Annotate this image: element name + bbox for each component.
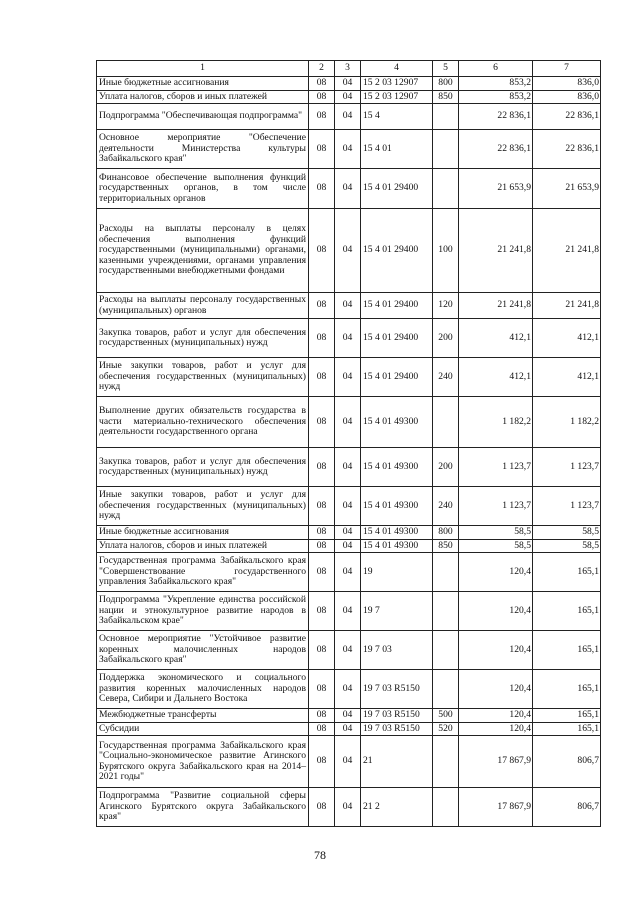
expense-type-cell: 500 xyxy=(433,709,459,723)
section-code-cell: 08 xyxy=(309,722,335,736)
target-article-cell: 15 4 01 29400 xyxy=(361,319,433,358)
table-row xyxy=(97,209,601,293)
subsection-code-cell: 04 xyxy=(335,209,361,293)
subsection-code-cell: 04 xyxy=(335,104,361,130)
amount-cell: 1 182,2 xyxy=(533,397,601,448)
section-code-cell: 08 xyxy=(309,709,335,723)
amount-cell: 165,1 xyxy=(533,722,601,736)
target-article-cell: 15 4 01 49300 xyxy=(361,487,433,526)
target-article-cell: 21 2 xyxy=(361,788,433,827)
amount-cell: 1 123,7 xyxy=(533,448,601,487)
subsection-code-cell: 04 xyxy=(335,788,361,827)
amount-cell: 120,4 xyxy=(459,553,533,592)
row-name-cell: Иные закупки товаров, работ и услуг для обеспечения государственных (муниципальных) нужд xyxy=(97,358,309,397)
table-row xyxy=(97,631,601,670)
amount-cell: 853,2 xyxy=(459,77,533,91)
amount-cell: 17 867,9 xyxy=(459,788,533,827)
row-name-cell: Закупка товаров, работ и услуг для обеспечения государственных (муниципальных) нужд xyxy=(97,319,309,358)
table-row xyxy=(97,77,601,91)
header-cell: 5 xyxy=(433,61,459,77)
section-code-cell: 08 xyxy=(309,130,335,169)
section-code-cell: 08 xyxy=(309,631,335,670)
target-article-cell: 15 4 01 xyxy=(361,130,433,169)
amount-cell: 412,1 xyxy=(533,358,601,397)
row-name-cell: Закупка товаров, работ и услуг для обеспечения государственных (муниципальных) нужд xyxy=(97,448,309,487)
amount-cell: 806,7 xyxy=(533,788,601,827)
amount-cell: 120,4 xyxy=(459,709,533,723)
amount-cell: 412,1 xyxy=(533,319,601,358)
subsection-code-cell: 04 xyxy=(335,526,361,540)
section-code-cell: 08 xyxy=(309,397,335,448)
amount-cell: 853,2 xyxy=(459,90,533,104)
row-name-cell: Расходы на выплаты персоналу в целях обеспечения выполнения функций государственными (муниципальными) органами, казенными учреждениями, органами управления государственными внебюджетными фондами xyxy=(97,209,309,293)
target-article-cell: 15 4 01 49300 xyxy=(361,539,433,553)
amount-cell: 806,7 xyxy=(533,736,601,788)
subsection-code-cell: 04 xyxy=(335,736,361,788)
section-code-cell: 08 xyxy=(309,209,335,293)
row-name-cell: Основное мероприятие "Обеспечение деятельности Министерства культуры Забайкальского края" xyxy=(97,130,309,169)
row-name-cell: Государственная программа Забайкальского края "Социально-экономическое развитие Агинского Бурятского округа Забайкальского края на 2014–2021 годы" xyxy=(97,736,309,788)
expense-type-cell xyxy=(433,130,459,169)
table-row xyxy=(97,736,601,788)
section-code-cell: 08 xyxy=(309,553,335,592)
subsection-code-cell: 04 xyxy=(335,397,361,448)
expense-type-cell: 240 xyxy=(433,358,459,397)
header-cell: 7 xyxy=(533,61,601,77)
section-code-cell: 08 xyxy=(309,526,335,540)
subsection-code-cell: 04 xyxy=(335,722,361,736)
table-row xyxy=(97,487,601,526)
table-row xyxy=(97,169,601,209)
row-name-cell: Расходы на выплаты персоналу государственных (муниципальных) органов xyxy=(97,293,309,319)
target-article-cell: 19 7 03 xyxy=(361,631,433,670)
target-article-cell: 15 2 03 12907 xyxy=(361,77,433,91)
amount-cell: 165,1 xyxy=(533,709,601,723)
subsection-code-cell: 04 xyxy=(335,553,361,592)
subsection-code-cell: 04 xyxy=(335,592,361,631)
amount-cell: 21 241,8 xyxy=(459,209,533,293)
row-name-cell: Государственная программа Забайкальского края "Совершенствование государственного управления Забайкальского края" xyxy=(97,553,309,592)
table-row xyxy=(97,788,601,827)
subsection-code-cell: 04 xyxy=(335,709,361,723)
amount-cell: 1 123,7 xyxy=(459,448,533,487)
table-row xyxy=(97,358,601,397)
amount-cell: 412,1 xyxy=(459,319,533,358)
amount-cell: 22 836,1 xyxy=(459,104,533,130)
section-code-cell: 08 xyxy=(309,319,335,358)
row-name-cell: Субсидии xyxy=(97,722,309,736)
table-row xyxy=(97,90,601,104)
amount-cell: 412,1 xyxy=(459,358,533,397)
row-name-cell: Иные закупки товаров, работ и услуг для обеспечения государственных (муниципальных) нужд xyxy=(97,487,309,526)
subsection-code-cell: 04 xyxy=(335,487,361,526)
table-row xyxy=(97,553,601,592)
page-number: 78 xyxy=(314,848,326,862)
subsection-code-cell: 04 xyxy=(335,169,361,209)
amount-cell: 21 241,8 xyxy=(533,293,601,319)
subsection-code-cell: 04 xyxy=(335,130,361,169)
table-row xyxy=(97,448,601,487)
amount-cell: 58,5 xyxy=(533,526,601,540)
header-cell: 3 xyxy=(335,61,361,77)
table-row xyxy=(97,526,601,540)
expense-type-cell xyxy=(433,592,459,631)
row-name-cell: Поддержка экономического и социального развития коренных малочисленных народов Севера, Сибири и Дальнего Востока xyxy=(97,670,309,709)
expense-type-cell: 800 xyxy=(433,526,459,540)
section-code-cell: 08 xyxy=(309,358,335,397)
amount-cell: 58,5 xyxy=(533,539,601,553)
subsection-code-cell: 04 xyxy=(335,448,361,487)
subsection-code-cell: 04 xyxy=(335,90,361,104)
expense-type-cell xyxy=(433,553,459,592)
amount-cell: 21 241,8 xyxy=(533,209,601,293)
section-code-cell: 08 xyxy=(309,90,335,104)
target-article-cell: 19 7 03 R5150 xyxy=(361,709,433,723)
section-code-cell: 08 xyxy=(309,487,335,526)
expense-type-cell: 200 xyxy=(433,448,459,487)
row-name-cell: Иные бюджетные ассигнования xyxy=(97,77,309,91)
expense-type-cell xyxy=(433,104,459,130)
expense-type-cell xyxy=(433,169,459,209)
amount-cell: 120,4 xyxy=(459,592,533,631)
row-name-cell: Уплата налогов, сборов и иных платежей xyxy=(97,539,309,553)
amount-cell: 120,4 xyxy=(459,722,533,736)
expense-type-cell: 850 xyxy=(433,539,459,553)
subsection-code-cell: 04 xyxy=(335,631,361,670)
section-code-cell: 08 xyxy=(309,592,335,631)
amount-cell: 836,0 xyxy=(533,90,601,104)
target-article-cell: 15 4 xyxy=(361,104,433,130)
target-article-cell: 15 4 01 29400 xyxy=(361,293,433,319)
row-name-cell: Подпрограмма "Обеспечивающая подпрограмма" xyxy=(97,104,309,130)
amount-cell: 120,4 xyxy=(459,670,533,709)
amount-cell: 1 123,7 xyxy=(459,487,533,526)
amount-cell: 21 653,9 xyxy=(533,169,601,209)
expense-type-cell: 520 xyxy=(433,722,459,736)
amount-cell: 22 836,1 xyxy=(533,130,601,169)
target-article-cell: 15 4 01 29400 xyxy=(361,169,433,209)
row-name-cell: Подпрограмма "Укрепление единства российской нации и этнокультурное развитие народов в Забайкальском крае" xyxy=(97,592,309,631)
subsection-code-cell: 04 xyxy=(335,670,361,709)
amount-cell: 165,1 xyxy=(533,592,601,631)
target-article-cell: 15 4 01 49300 xyxy=(361,526,433,540)
section-code-cell: 08 xyxy=(309,736,335,788)
section-code-cell: 08 xyxy=(309,448,335,487)
row-name-cell: Иные бюджетные ассигнования xyxy=(97,526,309,540)
expense-type-cell: 100 xyxy=(433,209,459,293)
table-row xyxy=(97,319,601,358)
section-code-cell: 08 xyxy=(309,77,335,91)
amount-cell: 836,0 xyxy=(533,77,601,91)
subsection-code-cell: 04 xyxy=(335,319,361,358)
amount-cell: 1 182,2 xyxy=(459,397,533,448)
header-cell: 4 xyxy=(361,61,433,77)
table-row xyxy=(97,293,601,319)
header-cell: 1 xyxy=(97,61,309,77)
expense-type-cell: 850 xyxy=(433,90,459,104)
table-row xyxy=(97,709,601,723)
expense-type-cell: 120 xyxy=(433,293,459,319)
target-article-cell: 15 2 03 12907 xyxy=(361,90,433,104)
expense-type-cell: 200 xyxy=(433,319,459,358)
amount-cell: 1 123,7 xyxy=(533,487,601,526)
amount-cell: 21 241,8 xyxy=(459,293,533,319)
subsection-code-cell: 04 xyxy=(335,358,361,397)
amount-cell: 165,1 xyxy=(533,553,601,592)
row-name-cell: Выполнение других обязательств государства в части материально-технического обеспечения деятельности государственного органа xyxy=(97,397,309,448)
table-row xyxy=(97,397,601,448)
target-article-cell: 19 xyxy=(361,553,433,592)
row-name-cell: Основное мероприятие "Устойчивое развитие коренных малочисленных народов Забайкальского края" xyxy=(97,631,309,670)
expense-type-cell xyxy=(433,736,459,788)
table-row xyxy=(97,104,601,130)
table-row xyxy=(97,130,601,169)
table-row xyxy=(97,592,601,631)
section-code-cell: 08 xyxy=(309,104,335,130)
target-article-cell: 15 4 01 29400 xyxy=(361,209,433,293)
target-article-cell: 15 4 01 49300 xyxy=(361,448,433,487)
amount-cell: 165,1 xyxy=(533,631,601,670)
section-code-cell: 08 xyxy=(309,293,335,319)
amount-cell: 17 867,9 xyxy=(459,736,533,788)
subsection-code-cell: 04 xyxy=(335,293,361,319)
row-name-cell: Подпрограмма "Развитие социальной сферы Агинского Бурятского округа Забайкальского края" xyxy=(97,788,309,827)
section-code-cell: 08 xyxy=(309,670,335,709)
row-name-cell: Уплата налогов, сборов и иных платежей xyxy=(97,90,309,104)
amount-cell: 22 836,1 xyxy=(459,130,533,169)
budget-table xyxy=(96,60,601,827)
table-row xyxy=(97,722,601,736)
amount-cell: 58,5 xyxy=(459,539,533,553)
amount-cell: 22 836,1 xyxy=(533,104,601,130)
expense-type-cell xyxy=(433,631,459,670)
amount-cell: 58,5 xyxy=(459,526,533,540)
header-cell: 6 xyxy=(459,61,533,77)
target-article-cell: 21 xyxy=(361,736,433,788)
row-name-cell: Межбюджетные трансферты xyxy=(97,709,309,723)
section-code-cell: 08 xyxy=(309,539,335,553)
header-row xyxy=(97,61,601,77)
table-row xyxy=(97,670,601,709)
target-article-cell: 19 7 03 R5150 xyxy=(361,722,433,736)
row-name-cell: Финансовое обеспечение выполнения функций государственных органов, в том числе территориальных органов xyxy=(97,169,309,209)
section-code-cell: 08 xyxy=(309,169,335,209)
expense-type-cell: 240 xyxy=(433,487,459,526)
target-article-cell: 15 4 01 49300 xyxy=(361,397,433,448)
expense-type-cell xyxy=(433,397,459,448)
amount-cell: 21 653,9 xyxy=(459,169,533,209)
subsection-code-cell: 04 xyxy=(335,539,361,553)
header-cell: 2 xyxy=(309,61,335,77)
amount-cell: 120,4 xyxy=(459,631,533,670)
expense-type-cell xyxy=(433,670,459,709)
amount-cell: 165,1 xyxy=(533,670,601,709)
target-article-cell: 19 7 03 R5150 xyxy=(361,670,433,709)
target-article-cell: 19 7 xyxy=(361,592,433,631)
section-code-cell: 08 xyxy=(309,788,335,827)
subsection-code-cell: 04 xyxy=(335,77,361,91)
expense-type-cell xyxy=(433,788,459,827)
target-article-cell: 15 4 01 29400 xyxy=(361,358,433,397)
table-row xyxy=(97,539,601,553)
expense-type-cell: 800 xyxy=(433,77,459,91)
